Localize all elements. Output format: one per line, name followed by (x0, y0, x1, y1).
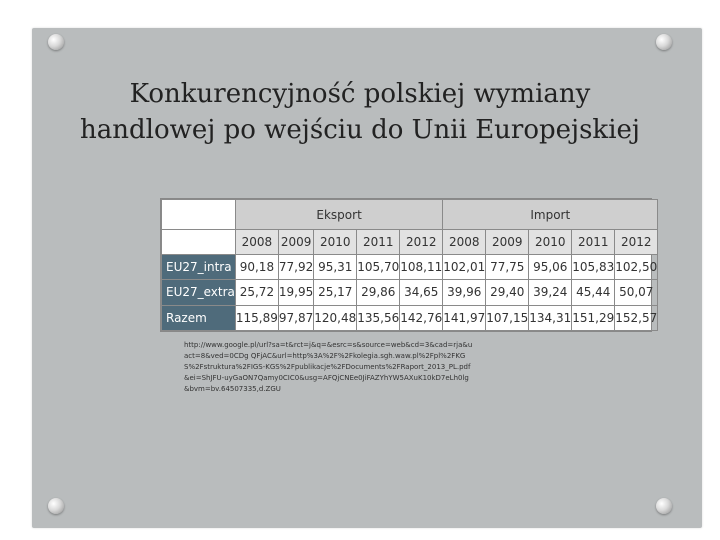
table-cell: 77,75 (486, 255, 529, 280)
table-cell: 135,56 (357, 305, 400, 330)
year-header: 2008 (443, 230, 486, 255)
table-cell: 141,97 (443, 305, 486, 330)
group-header-import: Import (443, 200, 658, 230)
binder-hole-icon (48, 34, 64, 50)
table-cell: 50,07 (615, 280, 658, 305)
title-line-1: Konkurencyjność polskiej wymiany (129, 79, 591, 109)
row-label: EU27_intra (162, 255, 236, 280)
table-row (162, 255, 658, 280)
row-label: Razem (162, 305, 236, 330)
year-header: 2009 (486, 230, 529, 255)
table-cell: 102,01 (443, 255, 486, 280)
title-line-2: handlowej po wejściu do Unii Europejskiej (80, 115, 640, 145)
year-header: 2009 (278, 230, 313, 255)
table-row (162, 305, 658, 330)
table-cell: 108,11 (400, 255, 443, 280)
table-cell: 25,17 (314, 280, 357, 305)
year-header: 2010 (529, 230, 572, 255)
year-header: 2012 (615, 230, 658, 255)
table-cell: 97,87 (278, 305, 313, 330)
corner-cell (162, 200, 236, 230)
table-cell: 29,40 (486, 280, 529, 305)
trade-table (161, 199, 658, 331)
table-cell: 115,89 (235, 305, 278, 330)
year-header: 2008 (235, 230, 278, 255)
group-header-row (162, 200, 658, 230)
binder-hole-icon (656, 498, 672, 514)
trade-table-image (160, 198, 658, 332)
table-cell: 102,50 (615, 255, 658, 280)
table-cell: 19,95 (278, 280, 313, 305)
table-cell: 120,48 (314, 305, 357, 330)
table-cell: 25,72 (235, 280, 278, 305)
row-label: EU27_extra (162, 280, 236, 305)
year-header: 2011 (572, 230, 615, 255)
year-header-row (162, 230, 658, 255)
binder-hole-icon (656, 34, 672, 50)
table-cell: 95,31 (314, 255, 357, 280)
source-url-text[interactable]: http://www.google.pl/url?sa=t&rct=j&q=&esrc=s&source=web&cd=3&cad=rja&uact=8&ved=0CDg QFjAC&url=http%3A%2F%2Fkolegia.sgh.waw.pl%2Fpl%2FKGS%2Fstruktura%2FIGS-KGS%2Fpublikacje%2FDocuments%2FRaport_2013_PL.pdf&ei=ShJFU-uyGaON7Qamy0CIC0&usg=AFQjCNEe0JiFAZYhYW5AXuK10kD7eLh0lg&bvm=bv.64507335,d.ZGU (184, 341, 473, 393)
table-cell: 95,06 (529, 255, 572, 280)
corner-cell (162, 230, 236, 255)
table-cell: 90,18 (235, 255, 278, 280)
table-cell: 151,29 (572, 305, 615, 330)
table-cell: 77,92 (278, 255, 313, 280)
year-header: 2011 (357, 230, 400, 255)
table-row (162, 280, 658, 305)
slide-title (60, 76, 660, 148)
table-cell: 142,76 (400, 305, 443, 330)
group-header-eksport: Eksport (235, 200, 442, 230)
table-cell: 107,15 (486, 305, 529, 330)
table-cell: 152,57 (615, 305, 658, 330)
binder-hole-icon (48, 498, 64, 514)
table-cell: 34,65 (400, 280, 443, 305)
table-cell: 45,44 (572, 280, 615, 305)
table-cell: 105,70 (357, 255, 400, 280)
table-cell: 134,31 (529, 305, 572, 330)
table-cell: 29,86 (357, 280, 400, 305)
year-header: 2012 (400, 230, 443, 255)
year-header: 2010 (314, 230, 357, 255)
table-cell: 39,24 (529, 280, 572, 305)
table-cell: 105,83 (572, 255, 615, 280)
table-cell: 39,96 (443, 280, 486, 305)
